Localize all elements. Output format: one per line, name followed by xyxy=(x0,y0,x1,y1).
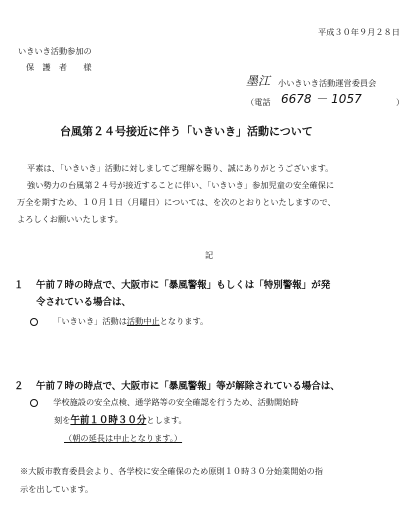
item-2-text-a: 刻を xyxy=(54,415,71,425)
item-1-cancel-text: 活動中止 xyxy=(126,316,160,326)
bullet-circle-icon xyxy=(30,318,38,326)
item-1-line-2: 令されている場合は、 xyxy=(36,297,132,308)
item-1-number: １ xyxy=(14,280,24,291)
recipient-line-1: いきいき活動参加の xyxy=(18,46,92,56)
item-2-start-time: 午前１０時３０分 xyxy=(70,415,147,426)
item-2-bullet-line-1: 学校施設の安全点検、通学路等の安全確認を行うため、活動開始時 xyxy=(53,397,299,407)
recipient-line-2: 保 護 者 様 xyxy=(26,62,92,72)
item-2-bullet-line-2 xyxy=(54,415,187,427)
document-date: 平成３０年９月２８日 xyxy=(318,27,400,37)
item-1-bullet xyxy=(30,316,208,326)
item-1-text-c: となります。 xyxy=(159,316,209,326)
item-2-text-c: とします。 xyxy=(146,415,187,425)
intro-line-3: 万全を期すため、１０月１日（月曜日）については、を次のとおりといたしますので、 xyxy=(17,197,336,207)
intro-line-1: 平素は、「いきいき」活動に対しましてご理解を賜り、誠にありがとうございます。 xyxy=(27,163,334,173)
intro-line-2: 強い勢力の台風第２４号が接近することに伴い、「いきいき」参加児童の安全確保に xyxy=(27,180,335,190)
phone-number: 6678 － 1057 xyxy=(281,92,362,106)
bullet-circle-icon xyxy=(30,399,38,407)
item-2-line-1: 午前７時の時点で、大阪市に「暴風警報」等が解除されている場合は、 xyxy=(36,381,340,392)
intro-line-4: よろしくお願いいたします。 xyxy=(17,214,123,224)
document-title: 台風第２４号接近に伴う「いきいき」活動について xyxy=(60,125,313,138)
item-1-text-a: 「いきいき」活動は xyxy=(53,316,127,326)
phone-close: ） xyxy=(396,97,405,107)
note-line-1: ※大阪市教育委員会より、各学校に安全確保のため原則１０時３０分始業開始の指 xyxy=(20,466,323,476)
sender-handwritten-name: 墨江 xyxy=(246,74,271,88)
ki-heading: 記 xyxy=(205,250,214,260)
item-2-bullet-line-3: （朝の延長は中止となります。） xyxy=(64,433,183,443)
phone-label: （電話 xyxy=(246,97,271,107)
note-line-2: 示を出しています。 xyxy=(20,484,94,494)
item-2-number: ２ xyxy=(14,381,24,392)
item-2-bullet xyxy=(30,397,299,407)
item-1-line-1: 午前７時の時点で、大阪市に「暴風警報」もしくは「特別警報」が発 xyxy=(36,280,331,291)
sender-committee: 小いきいき活動運営委員会 xyxy=(278,78,377,88)
